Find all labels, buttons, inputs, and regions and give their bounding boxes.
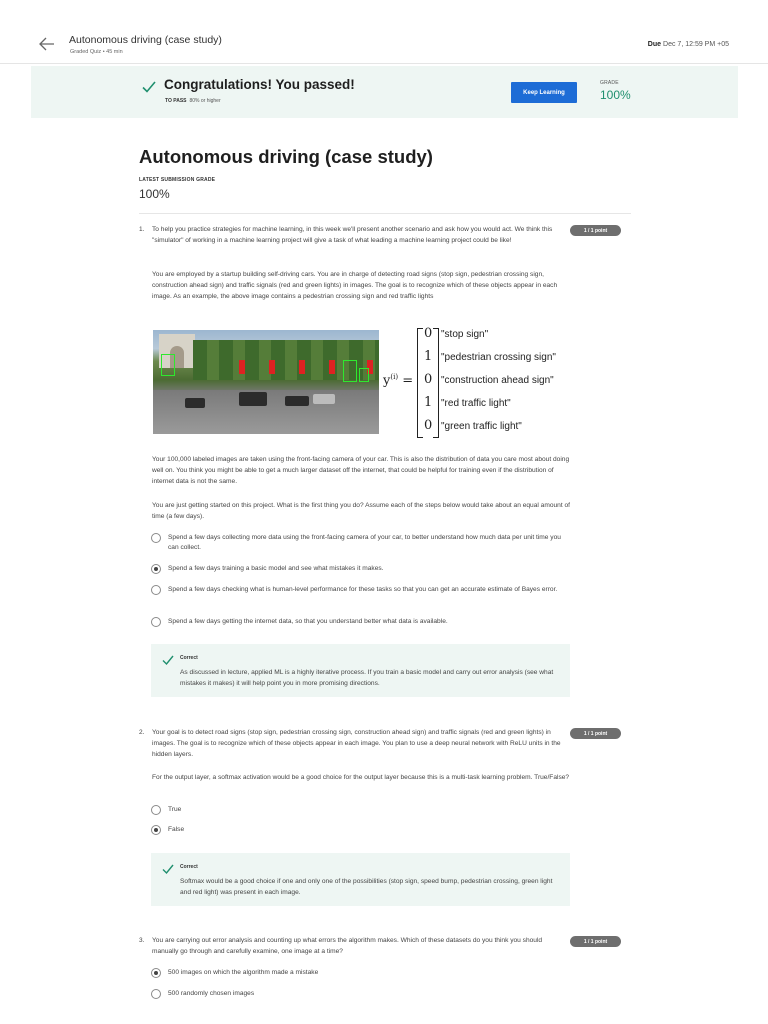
radio-button-selected[interactable] (151, 968, 161, 978)
question-number: 1. (139, 226, 145, 233)
points-badge: 1 / 1 point (570, 728, 621, 739)
points-badge: 1 / 1 point (570, 936, 621, 947)
feedback-label: Correct (180, 655, 198, 661)
check-icon (162, 862, 174, 874)
car-shape (285, 396, 309, 406)
feedback-text: As discussed in lecture, applied ML is a highly iterative process. If you train a basic model and carry out error analysis (see what mistakes it makes) it will help point you in more promising directions. (180, 669, 554, 687)
detection-box (359, 368, 369, 382)
radio-button[interactable] (151, 585, 161, 595)
vector-bracket-left (417, 328, 423, 438)
due-value: Dec 7, 12:59 PM +05 (663, 41, 729, 48)
question-text: You are employed by a startup building self-driving cars. You are in charge of detecting road signs (stop sign, pedestrian crossing sign, construction ahead sign) and traffic signals (red and green lights) in images. The goal is to recognize which of these objects appear in each image. As an example, the above image contains a pedestrian crossing sign and red traffic lights (152, 271, 558, 300)
vector-label: "construction ahead sign" (441, 375, 554, 386)
check-icon (141, 79, 157, 95)
page-title: Autonomous driving (case study) (139, 146, 433, 167)
keep-learning-button[interactable]: Keep Learning (511, 82, 577, 103)
question-number: 3. (139, 937, 145, 944)
answer-option[interactable] (151, 968, 451, 978)
course-subtitle: Graded Quiz • 45 min (70, 49, 123, 55)
option-label: False (168, 826, 185, 833)
radio-button[interactable] (151, 805, 161, 815)
flag-shape (269, 360, 275, 374)
grade-value: 100% (600, 88, 631, 102)
feedback-correct (151, 853, 570, 906)
radio-button[interactable] (151, 989, 161, 999)
check-icon (162, 653, 174, 665)
course-title: Autonomous driving (case study) (69, 34, 222, 46)
divider (139, 213, 631, 214)
vector-label: "pedestrian crossing sign" (441, 352, 556, 363)
to-pass-label: TO PASS (165, 98, 187, 104)
option-label: Spend a few days checking what is human-level performance for these tasks so that you can get an accurate estimate of Bayes error. (168, 586, 558, 593)
question-text: You are just getting started on this project. What is the first thing you do? Assume each of the steps below would take about an equal amount of time (a few days). (152, 502, 570, 520)
option-label: Spend a few days getting the internet data, so that you understand better what data is available. (168, 618, 448, 625)
detection-box (343, 360, 357, 382)
due-date (648, 41, 729, 48)
feedback-text: Softmax would be a good choice if one and only one of the possibilities (stop sign, speed bump, pedestrian crossing, green light and red light) was present in each image. (180, 878, 553, 896)
pass-title: Congratulations! You passed! (164, 77, 355, 92)
equation-lhs: $y^{(i)}$ = (383, 373, 414, 389)
option-label: Spend a few days training a basic model and see what mistakes it makes. (168, 565, 384, 572)
answer-option[interactable] (151, 825, 351, 835)
radio-button-selected[interactable] (151, 564, 161, 574)
due-label: Due (647, 41, 662, 48)
radio-button[interactable] (151, 617, 161, 627)
option-label: 500 images on which the algorithm made a mistake (168, 969, 319, 976)
question-text: For the output layer, a softmax activation would be a good choice for the output layer because this is a multi-task learning problem. True/False? (152, 774, 570, 781)
vector-value: 1 (424, 349, 433, 364)
answer-option[interactable] (151, 533, 561, 553)
top-bar (0, 0, 768, 64)
points-badge: 1 / 1 point (570, 225, 621, 236)
option-label: 500 randomly chosen images (168, 990, 255, 997)
feedback-label: Correct (180, 864, 198, 870)
flag-shape (239, 360, 245, 374)
radio-button[interactable] (151, 533, 161, 543)
vector-label: "red traffic light" (441, 398, 511, 409)
vector-label: "stop sign" (441, 329, 489, 340)
vector-value: 1 (424, 395, 433, 410)
option-label: True (168, 806, 182, 813)
vector-label: "green traffic light" (441, 421, 522, 432)
question-text: Your goal is to detect road signs (stop sign, pedestrian crossing sign, construction ahead sign) and traffic signals (red and green lights) in images. The goal is to recognize which of these objects appear in each image. You plan to use a deep neural network with ReLU units in the hidden layers. (152, 729, 561, 758)
answer-option[interactable] (151, 564, 561, 574)
to-pass-requirement (165, 98, 221, 104)
answer-option[interactable] (151, 989, 451, 999)
latest-grade-value: 100% (139, 187, 170, 201)
back-arrow-icon[interactable] (38, 36, 56, 52)
question-text: To help you practice strategies for machine learning, in this week we'll present another scenario and ask how you would act. We think this "simulator" of working in a machine learning project will give a task of what leading a machine learning project could be like! (152, 226, 553, 244)
street-scene-image (153, 330, 379, 434)
radio-button-selected[interactable] (151, 825, 161, 835)
answer-option[interactable] (151, 805, 351, 815)
question-text: Your 100,000 labeled images are taken using the front-facing camera of your car. This is also the distribution of data you care most about doing well on. You think you might be able to get a much larger dataset off the internet, that could be helpful for training even if the distribution of internet data is not the same. (152, 456, 570, 485)
option-label: Spend a few days collecting more data using the front-facing camera of your car, to better understand how much data per unit time you can collect. (168, 534, 561, 551)
car-shape (313, 394, 335, 404)
flag-shape (329, 360, 335, 374)
to-pass-value: 80% or higher (189, 98, 221, 104)
vector-bracket-right (433, 328, 439, 438)
latest-grade-label: LATEST SUBMISSION GRADE (139, 177, 216, 183)
flag-shape (299, 360, 305, 374)
question-number: 2. (139, 729, 145, 736)
grade-label: GRADE (600, 80, 619, 86)
pass-banner (31, 66, 738, 118)
vector-value: 0 (424, 372, 433, 387)
car-shape (239, 392, 267, 406)
vector-value: 0 (424, 326, 433, 341)
answer-option[interactable] (151, 585, 561, 595)
vector-value: 0 (424, 418, 433, 433)
answer-option[interactable] (151, 617, 561, 627)
question-text: You are carrying out error analysis and counting up what errors the algorithm makes. Which of these datasets do you think you should manually go through and carefully examine, one image at a time? (152, 937, 543, 955)
feedback-correct (151, 644, 570, 697)
car-shape (185, 398, 205, 408)
detection-box (161, 354, 175, 376)
